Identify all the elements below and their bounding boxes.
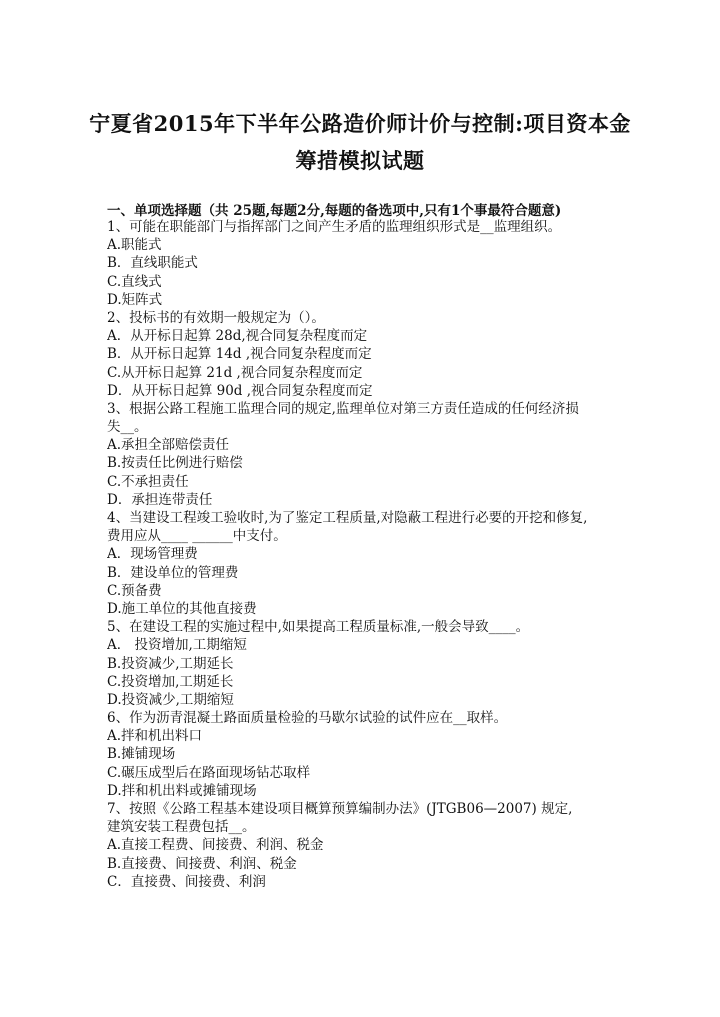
text-line: A．现场管理费: [107, 546, 198, 563]
text-line: B.按责任比例进行赔偿: [107, 455, 243, 472]
text-line: D.施工单位的其他直接费: [107, 600, 257, 617]
text-line: C.预备费: [107, 582, 162, 599]
text-line: B．建设单位的管理费: [107, 564, 239, 581]
text-line: 1、可能在职能部门与指挥部门之间产生矛盾的监理组织形式是__监理组织。: [107, 219, 562, 235]
text-line: 7、按照《公路工程基本建设项目概算预算编制办法》(JTGB06—2007) 规定,: [107, 801, 573, 817]
text-line: D.拌和机出料或摊铺现场: [107, 782, 257, 799]
text-line: C．直接费、间接费、利润: [107, 873, 266, 890]
section-heading: 一、单项选择题（共 25题,每题2分,每题的备选项中,只有1个事最符合题意): [107, 203, 562, 219]
text-line: B.直接费、间接费、利润、税金: [107, 855, 297, 872]
text-line: D.投资减少,工期缩短: [107, 691, 234, 708]
text-line: B.摊铺现场: [107, 746, 176, 763]
text-line: 建筑安装工程费包括__。: [107, 819, 256, 836]
text-line: D.矩阵式: [107, 291, 163, 308]
text-line: C.碾压成型后在路面现场钻芯取样: [107, 764, 311, 781]
text-line: 5、在建设工程的实施过程中,如果提高工程质量标准,一般会导致____。: [107, 619, 530, 636]
text-line: A.职能式: [107, 237, 162, 254]
text-line: 2、投标书的有效期一般规定为（）。: [107, 309, 325, 326]
question-list: [107, 218, 627, 891]
text-line: B．直线职能式: [107, 255, 198, 272]
text-line: A.直接工程费、间接费、利润、税金: [107, 837, 324, 854]
text-line: B．从开标日起算 14d ,视合同复杂程度而定: [107, 346, 372, 363]
text-line: D．从开标日起算 90d ,视合同复杂程度而定: [107, 382, 373, 399]
text-line: A.承担全部赔偿责任: [107, 437, 230, 454]
text-line: C.直线式: [107, 273, 162, 290]
text-line: 费用应从____ ______中支付。: [107, 528, 287, 545]
text-line: 4、当建设工程竣工验收时,为了鉴定工程质量,对隐蔽工程进行必要的开挖和修复,: [107, 510, 588, 526]
text-line: A． 投资增加,工期缩短: [107, 637, 247, 654]
document-title-continued: 筹措模拟试题: [295, 148, 425, 173]
text-line: 6、作为沥青混凝土路面质量检验的马歇尔试验的试件应在__取样。: [107, 710, 508, 727]
text-line: C.从开标日起算 21d ,视合同复杂程度而定: [107, 364, 363, 381]
text-line: D．承担连带责任: [107, 491, 213, 508]
text-line: A.拌和机出料口: [107, 728, 203, 745]
text-line: B.投资减少,工期延长: [107, 655, 234, 672]
document-title: 宁夏省2015年下半年公路造价师计价与控制:项目资本金: [89, 111, 631, 136]
text-line: C.投资增加,工期延长: [107, 673, 234, 690]
text-line: 失__。: [107, 419, 148, 436]
text-line: 3、根据公路工程施工监理合同的规定,监理单位对第三方责任造成的任何经济损: [107, 400, 579, 417]
text-line: A．从开标日起算 28d,视合同复杂程度而定: [107, 328, 368, 345]
text-line: C.不承担责任: [107, 473, 189, 490]
